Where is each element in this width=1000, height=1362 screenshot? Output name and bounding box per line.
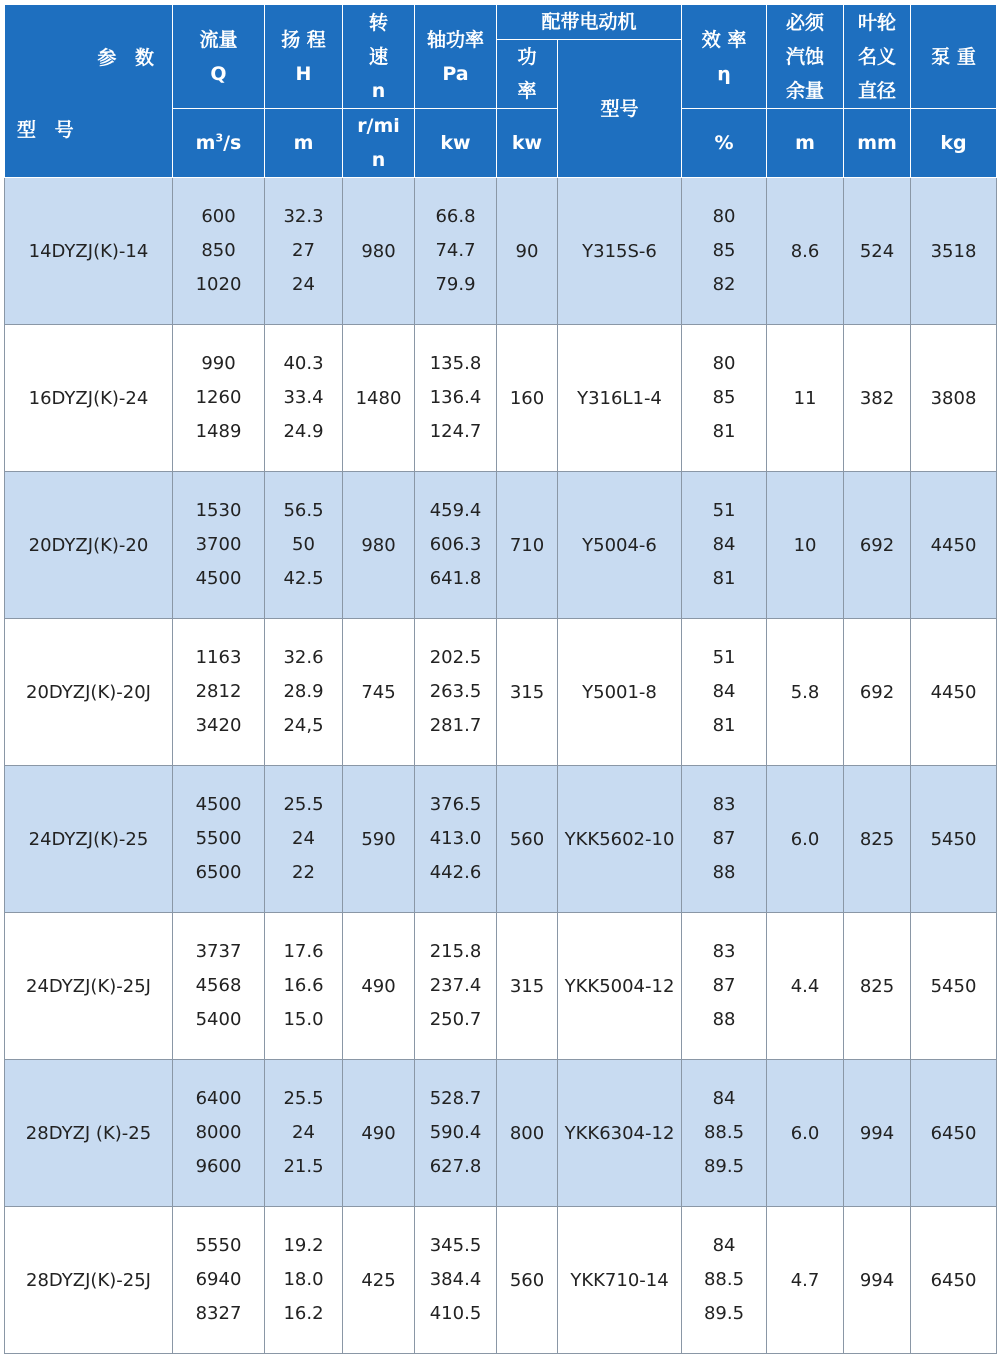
cell-head	[265, 1060, 343, 1207]
cell-shaft-power-value: 215.8	[429, 941, 482, 962]
cell-shaft-power-value: 66.8	[435, 206, 476, 227]
table-header	[5, 5, 997, 178]
cell-flow	[173, 178, 265, 325]
cell-speed: 590	[343, 766, 415, 913]
cell-shaft-power-value: 641.8	[429, 568, 482, 589]
cell-flow-value: 5500	[195, 828, 242, 849]
table-row	[5, 913, 997, 1060]
cell-efficiency-value: 81	[712, 715, 736, 736]
cell-efficiency-value: 85	[712, 387, 736, 408]
cell-efficiency-value: 84	[712, 681, 736, 702]
cell-head	[265, 325, 343, 472]
cell-efficiency	[682, 1207, 767, 1354]
cell-head-value: 27	[292, 240, 315, 261]
header-weight: 泵 重	[911, 5, 997, 109]
cell-head	[265, 178, 343, 325]
cell-shaft-power-value: 384.4	[429, 1269, 482, 1290]
cell-flow-value: 6400	[195, 1088, 242, 1109]
cell-speed: 490	[343, 1060, 415, 1207]
cell-flow-value: 6940	[195, 1269, 242, 1290]
cell-flow	[173, 325, 265, 472]
cell-head-value: 32.3	[283, 206, 324, 227]
cell-head-value: 56.5	[283, 500, 324, 521]
cell-efficiency	[682, 913, 767, 1060]
cell-impeller: 994	[844, 1207, 911, 1354]
header-efficiency: 效 率 η	[682, 5, 767, 109]
cell-impeller: 692	[844, 472, 911, 619]
cell-flow-value: 3700	[195, 534, 242, 555]
unit-power: kw	[415, 109, 497, 178]
cell-efficiency-value: 80	[712, 353, 736, 374]
cell-head-value: 16.6	[283, 975, 324, 996]
cell-head-value: 25.5	[283, 794, 324, 815]
cell-motor-power: 160	[497, 325, 558, 472]
cell-motor-power: 315	[497, 913, 558, 1060]
cell-shaft-power	[415, 766, 497, 913]
cell-model: 24DYZJ(K)-25	[5, 766, 173, 913]
cell-shaft-power-value: 459.4	[429, 500, 482, 521]
table-row	[5, 178, 997, 325]
header-motor-group: 配带电动机	[497, 5, 682, 40]
cell-npsh: 11	[767, 325, 844, 472]
cell-shaft-power-value: 590.4	[429, 1122, 482, 1143]
unit-motor-power: kw	[497, 109, 558, 178]
unit-npsh: m	[767, 109, 844, 178]
cell-motor-model: YKK5004-12	[558, 913, 682, 1060]
cell-shaft-power-value: 345.5	[429, 1235, 482, 1256]
cell-flow-value: 8327	[195, 1303, 242, 1324]
cell-efficiency-value: 88.5	[703, 1269, 745, 1290]
cell-flow-value: 1489	[195, 421, 242, 442]
cell-model: 28DYZJ(K)-25J	[5, 1207, 173, 1354]
cell-motor-power: 90	[497, 178, 558, 325]
cell-efficiency-value: 88.5	[703, 1122, 745, 1143]
cell-efficiency-value: 88	[712, 1009, 736, 1030]
cell-head-value: 18.0	[283, 1269, 324, 1290]
header-speed: 转 速 n	[343, 5, 415, 109]
cell-weight: 4450	[911, 619, 997, 766]
cell-motor-power: 560	[497, 766, 558, 913]
cell-shaft-power-value: 135.8	[429, 353, 482, 374]
cell-flow-value: 1260	[195, 387, 242, 408]
header-corner-cell	[5, 5, 173, 178]
cell-speed: 490	[343, 913, 415, 1060]
cell-efficiency-value: 85	[712, 240, 736, 261]
table-row	[5, 1060, 997, 1207]
cell-head-value: 24	[292, 1122, 315, 1143]
cell-speed: 425	[343, 1207, 415, 1354]
cell-efficiency-value: 84	[712, 1088, 736, 1109]
cell-motor-model: Y315S-6	[558, 178, 682, 325]
cell-head	[265, 472, 343, 619]
cell-head-value: 16.2	[283, 1303, 324, 1324]
header-npsh: 必须 汽蚀 余量	[767, 5, 844, 109]
cell-shaft-power-value: 136.4	[429, 387, 482, 408]
cell-weight: 3808	[911, 325, 997, 472]
cell-flow-value: 3420	[195, 715, 242, 736]
cell-speed: 980	[343, 178, 415, 325]
cell-flow	[173, 1060, 265, 1207]
cell-efficiency-value: 89.5	[703, 1303, 745, 1324]
cell-model: 20DYZJ(K)-20	[5, 472, 173, 619]
cell-efficiency-value: 87	[712, 828, 736, 849]
cell-weight: 6450	[911, 1207, 997, 1354]
cell-model: 24DYZJ(K)-25J	[5, 913, 173, 1060]
cell-head-value: 24	[292, 274, 315, 295]
cell-efficiency-value: 83	[712, 941, 736, 962]
cell-motor-model: Y5001-8	[558, 619, 682, 766]
cell-head-value: 19.2	[283, 1235, 324, 1256]
pump-spec-table	[4, 4, 997, 1354]
cell-shaft-power-value: 528.7	[429, 1088, 482, 1109]
cell-flow-value: 4500	[195, 568, 242, 589]
cell-head-value: 28.9	[283, 681, 324, 702]
cell-motor-model: YKK710-14	[558, 1207, 682, 1354]
cell-weight: 5450	[911, 766, 997, 913]
cell-npsh: 10	[767, 472, 844, 619]
cell-shaft-power	[415, 178, 497, 325]
cell-model: 20DYZJ(K)-20J	[5, 619, 173, 766]
cell-shaft-power-value: 410.5	[429, 1303, 482, 1324]
cell-flow-value: 5400	[195, 1009, 242, 1030]
header-head: 扬 程 H	[265, 5, 343, 109]
cell-efficiency	[682, 325, 767, 472]
cell-flow-value: 600	[201, 206, 236, 227]
table-row	[5, 472, 997, 619]
cell-model: 14DYZJ(K)-14	[5, 178, 173, 325]
cell-head-value: 24.9	[283, 421, 324, 442]
cell-flow-value: 6500	[195, 862, 242, 883]
cell-motor-model: YKK6304-12	[558, 1060, 682, 1207]
cell-head-value: 25.5	[283, 1088, 324, 1109]
cell-efficiency-value: 81	[712, 568, 736, 589]
header-param-label: 参 数	[97, 47, 160, 69]
cell-weight: 3518	[911, 178, 997, 325]
cell-head-value: 24,5	[283, 715, 324, 736]
cell-flow-value: 4500	[195, 794, 242, 815]
cell-shaft-power	[415, 913, 497, 1060]
cell-efficiency-value: 83	[712, 794, 736, 815]
unit-flow: $m^3/s$	[173, 109, 265, 178]
cell-impeller: 825	[844, 766, 911, 913]
cell-head	[265, 1207, 343, 1354]
cell-flow-value: 5550	[195, 1235, 242, 1256]
cell-efficiency-value: 51	[712, 500, 736, 521]
cell-head-value: 15.0	[283, 1009, 324, 1030]
cell-shaft-power-value: 74.7	[435, 240, 476, 261]
cell-head	[265, 913, 343, 1060]
cell-motor-power: 710	[497, 472, 558, 619]
cell-efficiency	[682, 766, 767, 913]
cell-flow-value: 3737	[195, 941, 242, 962]
cell-flow	[173, 472, 265, 619]
cell-weight: 5450	[911, 913, 997, 1060]
cell-model: 16DYZJ(K)-24	[5, 325, 173, 472]
unit-speed: r/mi n	[343, 109, 415, 178]
cell-flow	[173, 1207, 265, 1354]
cell-shaft-power-value: 413.0	[429, 828, 482, 849]
cell-efficiency-value: 81	[712, 421, 736, 442]
cell-head	[265, 766, 343, 913]
cell-efficiency	[682, 1060, 767, 1207]
cell-head-value: 42.5	[283, 568, 324, 589]
cell-npsh: 6.0	[767, 1060, 844, 1207]
header-motor-power: 功 率	[497, 40, 558, 109]
cell-shaft-power-value: 202.5	[429, 647, 482, 668]
cell-impeller: 692	[844, 619, 911, 766]
cell-flow-value: 1530	[195, 500, 242, 521]
cell-flow-value: 990	[201, 353, 236, 374]
cell-flow-value: 850	[201, 240, 236, 261]
cell-shaft-power-value: 442.6	[429, 862, 482, 883]
cell-speed: 745	[343, 619, 415, 766]
cell-efficiency	[682, 472, 767, 619]
cell-flow-value: 4568	[195, 975, 242, 996]
cell-model: 28DYZJ (K)-25	[5, 1060, 173, 1207]
cell-npsh: 6.0	[767, 766, 844, 913]
cell-head-value: 32.6	[283, 647, 324, 668]
cell-shaft-power-value: 124.7	[429, 421, 482, 442]
header-shaft-power: 轴功率 Pa	[415, 5, 497, 109]
cell-npsh: 5.8	[767, 619, 844, 766]
cell-weight: 4450	[911, 472, 997, 619]
cell-efficiency-value: 80	[712, 206, 736, 227]
cell-motor-power: 800	[497, 1060, 558, 1207]
cell-flow-value: 9600	[195, 1156, 242, 1177]
cell-head-value: 17.6	[283, 941, 324, 962]
cell-impeller: 825	[844, 913, 911, 1060]
table-row	[5, 325, 997, 472]
cell-shaft-power-value: 627.8	[429, 1156, 482, 1177]
cell-flow	[173, 913, 265, 1060]
cell-motor-power: 315	[497, 619, 558, 766]
cell-motor-model: YKK5602-10	[558, 766, 682, 913]
cell-head	[265, 619, 343, 766]
cell-efficiency-value: 88	[712, 862, 736, 883]
cell-efficiency-value: 84	[712, 1235, 736, 1256]
cell-shaft-power-value: 281.7	[429, 715, 482, 736]
cell-efficiency-value: 51	[712, 647, 736, 668]
cell-flow-value: 1163	[195, 647, 242, 668]
cell-motor-model: Y316L1-4	[558, 325, 682, 472]
header-motor-model: 型号	[558, 40, 682, 178]
cell-weight: 6450	[911, 1060, 997, 1207]
cell-flow	[173, 766, 265, 913]
cell-head-value: 40.3	[283, 353, 324, 374]
cell-shaft-power-value: 250.7	[429, 1009, 482, 1030]
table-row	[5, 766, 997, 913]
cell-flow	[173, 619, 265, 766]
cell-shaft-power	[415, 1060, 497, 1207]
cell-shaft-power	[415, 1207, 497, 1354]
table-row	[5, 1207, 997, 1354]
cell-head-value: 24	[292, 828, 315, 849]
unit-efficiency: %	[682, 109, 767, 178]
cell-shaft-power	[415, 472, 497, 619]
table-body	[5, 178, 997, 1354]
header-model-label: 型 号	[17, 119, 80, 141]
cell-head-value: 33.4	[283, 387, 324, 408]
cell-flow-value: 8000	[195, 1122, 242, 1143]
cell-impeller: 524	[844, 178, 911, 325]
cell-efficiency-value: 82	[712, 274, 736, 295]
cell-motor-power: 560	[497, 1207, 558, 1354]
cell-efficiency	[682, 178, 767, 325]
unit-weight: kg	[911, 109, 997, 178]
cell-shaft-power-value: 263.5	[429, 681, 482, 702]
cell-efficiency-value: 89.5	[703, 1156, 745, 1177]
cell-flow-value: 1020	[195, 274, 242, 295]
cell-shaft-power-value: 606.3	[429, 534, 482, 555]
unit-head: m	[265, 109, 343, 178]
cell-efficiency-value: 84	[712, 534, 736, 555]
cell-motor-model: Y5004-6	[558, 472, 682, 619]
cell-shaft-power	[415, 619, 497, 766]
unit-impeller: mm	[844, 109, 911, 178]
cell-shaft-power-value: 237.4	[429, 975, 482, 996]
cell-shaft-power	[415, 325, 497, 472]
cell-impeller: 382	[844, 325, 911, 472]
cell-npsh: 4.7	[767, 1207, 844, 1354]
table-row	[5, 619, 997, 766]
cell-efficiency-value: 87	[712, 975, 736, 996]
cell-head-value: 50	[292, 534, 315, 555]
cell-npsh: 8.6	[767, 178, 844, 325]
cell-efficiency	[682, 619, 767, 766]
cell-head-value: 22	[292, 862, 315, 883]
cell-npsh: 4.4	[767, 913, 844, 1060]
header-flow: 流量 Q	[173, 5, 265, 109]
cell-speed: 1480	[343, 325, 415, 472]
cell-head-value: 21.5	[283, 1156, 324, 1177]
header-impeller: 叶轮 名义 直径	[844, 5, 911, 109]
cell-shaft-power-value: 376.5	[429, 794, 482, 815]
cell-flow-value: 2812	[195, 681, 242, 702]
cell-speed: 980	[343, 472, 415, 619]
cell-impeller: 994	[844, 1060, 911, 1207]
cell-shaft-power-value: 79.9	[435, 274, 476, 295]
